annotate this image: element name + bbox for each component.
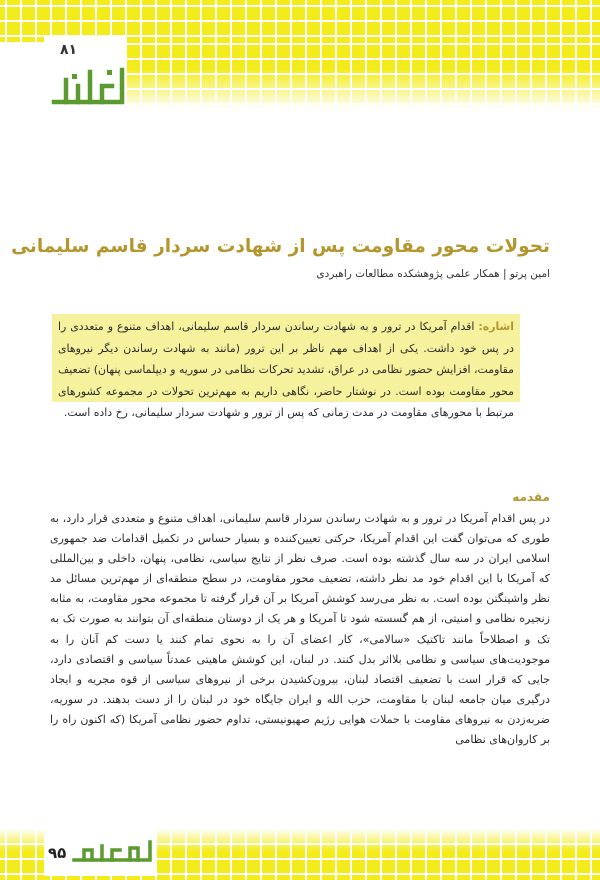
abstract-text	[58, 316, 514, 424]
article-title: تحولات محور مقاومت پس از شهادت سردار قاسم سلیمانی	[11, 236, 550, 257]
footer-brand-logo	[70, 838, 154, 864]
article-body: در پس اقدام آمریکا در ترور و به شهادت رساندن سردار قاسم سلیمانی، اهداف متنوع و متعددی قرار دارد، به طوری که می‌توان گفت این اقدام آمریکا، حرکتی تعیین‌کننده و بسیار حساس در تکمیل اقدامات ضد جمهوری اسلامی ایران در سه سال گذشته بوده است. صرف نظر از نتایج سیاسی، نظامی، پنهان، داخلی و بین‌المللی که آمریکا با این اقدام خود مد نظر داشته، تضعیف محور مقاومت، در سطح منطقه‌ای از مهم‌ترین مسائل مد نظر واشینگتن بوده است. به نظر می‌رسد کوشش آمریکا بر آن قرار گرفته تا مجموعه محور مقاومت، به مثابه زنجیره نظامی و امنیتی، از هم گسسته شود تا آمریکا و هر یک از دوستان منطقه‌ای آن بتوانند به صورت تک به تک و اصطلاحاً مانند تاکتیک «سالامی»، کار اعضای آن را به نحوی تمام کنند یا دست کم آنان را به موجودیت‌های سیاسی و نظامی بلااثر بدل کنند. در لبنان، این کوشش ماهیتی عمدتاً سیاسی و اقتصادی دارد، جایی که قرار است با تضعیف اقتصاد لبنان، بیرون‌کشیدن برخی از نیروهای سیاسی از قوه مجریه و ایجاد درگیری میان جامعه لبنان با مقاومت، حزب الله و ایران جایگاه خود در لبنان را از دست بدهند. در سوریه، ضربه‌زدن به نیروهای مقاومت با حملات هوایی رژیم صهیونیستی، تداوم حضور نظامی آمریکا (که اکنون راه را بر کاروان‌های نظامی	[50, 512, 550, 747]
intro-heading: مقدمه	[512, 490, 550, 504]
page-number-bottom: ۹۵	[48, 844, 67, 862]
article-author: امین پرتو | همکار علمی پژوهشکده مطالعات راهبردی	[316, 268, 550, 280]
section-logo-tahlil	[50, 66, 126, 106]
decorative-pattern-top-fade	[120, 42, 600, 110]
page-number-top: ۸۱	[60, 42, 78, 58]
abstract-label: اشاره:	[478, 320, 514, 333]
abstract-body: اقدام آمریکا در ترور و به شهادت رساندن سردار قاسم سلیمانی، اهداف متنوع و متعددی را در پس خود داشت. یکی از اهداف مهم ناظر بر این ترور (مانند به شهادت رساندن دیگر نیروهای مقاومت، افزایش حضور نظامی در عراق، تشدید تحرکات نظامی در سوریه و دیپلماسی پنهان) تضعیف محور مقاومت بوده است. در نوشتار حاضر، نگاهی داریم به مهم‌ترین تحولات در مجموعه کشورهای مرتبط با محورهای مقاومت در مدت زمانی که پس از ترور و شهادت سردار سلیمانی، رخ داده است.	[58, 320, 514, 420]
abstract-box	[52, 314, 520, 420]
